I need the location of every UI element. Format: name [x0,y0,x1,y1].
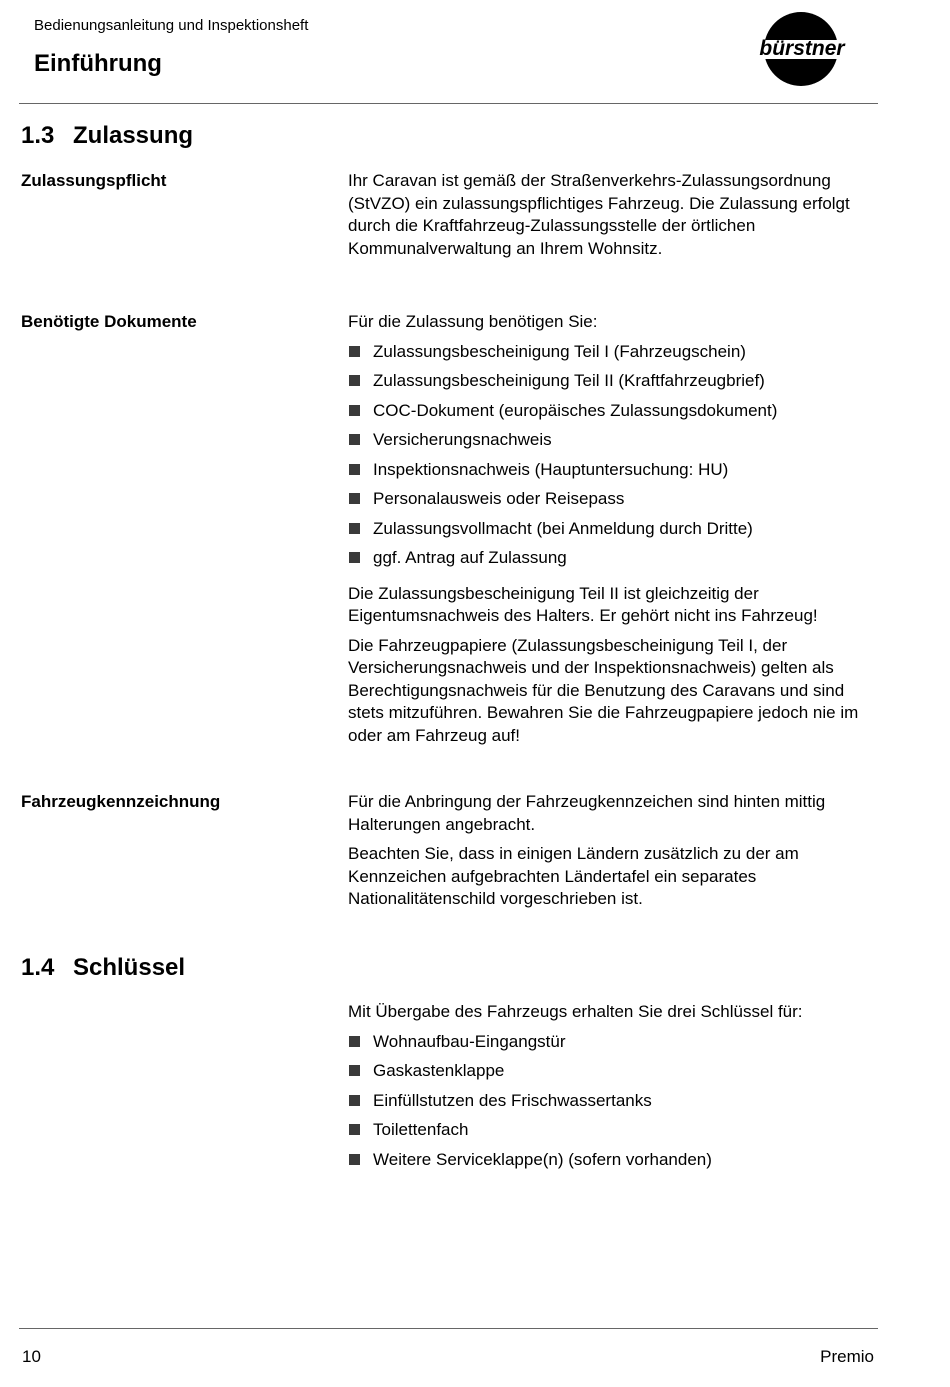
section-title-schluessel [21,954,185,982]
list-item: Einfüllstutzen des Frischwassertanks [348,1090,878,1120]
footer-model: Premio [820,1347,874,1366]
list-item: Zulassungsbescheinigung Teil I (Fahrzeugschein) [348,341,878,371]
label-fahrzeugkennzeichnung: Fahrzeugkennzeichnung [21,792,221,811]
list-item: Weitere Serviceklappe(n) (sofern vorhanden) [348,1149,878,1179]
schluessel-block [348,1001,878,1184]
kennzeichnung-text-2: Beachten Sie, dass in einigen Ländern zusätzlich zu der am Kennzeichen aufgebrachten Ländertafel ein separates Nationalitätenschild vorgeschrieben ist. [348,844,799,908]
bullet-square-icon [349,464,360,475]
bullet-square-icon [349,1065,360,1076]
section-number: 1.3 [21,122,55,149]
bullet-square-icon [349,1036,360,1047]
section-number: 1.4 [21,954,55,981]
dokumente-note-fahrzeugpapiere: Die Fahrzeugpapiere (Zulassungsbescheinigung Teil I, der Versicherungsnachweis und der Inspektionsnachweis) gelten als Berechtigungsnachweis für die Benutzung des Caravans und sind stets mitzuführen. Bewahren Sie die Fahrzeugpapiere jedoch nie im oder am Fahrzeug auf! [348,635,859,745]
bullet-square-icon [349,434,360,445]
bullet-square-icon [349,1095,360,1106]
bullet-square-icon [349,523,360,534]
zulassungspflicht-text: Ihr Caravan ist gemäß der Straßenverkehrs-Zulassungsordnung (StVZO) ein zulassungspflichtiges Fahrzeug. Die Zulassung erfolgt durch die Kraftfahrzeug-Zulassungsstelle der örtlichen Kommunalverwaltung an Ihrem Wohnsitz. [348,171,850,258]
section-title-zulassung [21,122,193,150]
label-dokumente: Benötigte Dokumente [21,312,197,331]
page-number: 10 [22,1347,41,1366]
dokumente-note-eigentum: Die Zulassungsbescheinigung Teil II ist gleichzeitig der Eigentumsnachweis des Halters. Er gehört nicht ins Fahrzeug! [348,583,818,625]
dokumente-block [348,311,878,754]
list-item: Wohnaufbau-Eingangstür [348,1031,878,1061]
footer-divider [19,1328,878,1329]
dokumente-intro: Für die Zulassung benötigen Sie: [348,312,598,331]
list-item: Zulassungsvollmacht (bei Anmeldung durch Dritte) [348,518,878,548]
zulassungspflicht-block [348,170,878,267]
schluessel-intro: Mit Übergabe des Fahrzeugs erhalten Sie drei Schlüssel für: [348,1002,803,1021]
dokumente-list [348,341,878,577]
list-item: COC-Dokument (europäisches Zulassungsdokument) [348,400,878,430]
bullet-square-icon [349,405,360,416]
bullet-square-icon [349,1154,360,1165]
kennzeichnung-text-1: Für die Anbringung der Fahrzeugkennzeichen sind hinten mittig Halterungen angebracht. [348,792,826,834]
bullet-square-icon [349,375,360,386]
list-item: Toilettenfach [348,1119,878,1149]
bullet-square-icon [349,493,360,504]
chapter-title: Einführung [34,50,162,77]
header-divider [19,103,878,104]
list-item: ggf. Antrag auf Zulassung [348,547,878,577]
list-item: Zulassungsbescheinigung Teil II (Kraftfahrzeugbrief) [348,370,878,400]
list-item: Inspektionsnachweis (Hauptuntersuchung: HU) [348,459,878,489]
schluessel-list [348,1031,878,1179]
bullet-square-icon [349,346,360,357]
kennzeichnung-block [348,791,878,918]
list-item: Personalausweis oder Reisepass [348,488,878,518]
logo-text: bürstner [759,37,845,60]
label-zulassungspflicht: Zulassungspflicht [21,171,167,190]
section-title-text: Zulassung [73,122,194,149]
document-title: Bedienungsanleitung und Inspektionsheft [34,17,309,34]
brand-logo [733,9,871,89]
list-item: Gaskastenklappe [348,1060,878,1090]
section-title-text: Schlüssel [73,954,186,981]
bullet-square-icon [349,552,360,563]
bullet-square-icon [349,1124,360,1135]
list-item: Versicherungsnachweis [348,429,878,459]
